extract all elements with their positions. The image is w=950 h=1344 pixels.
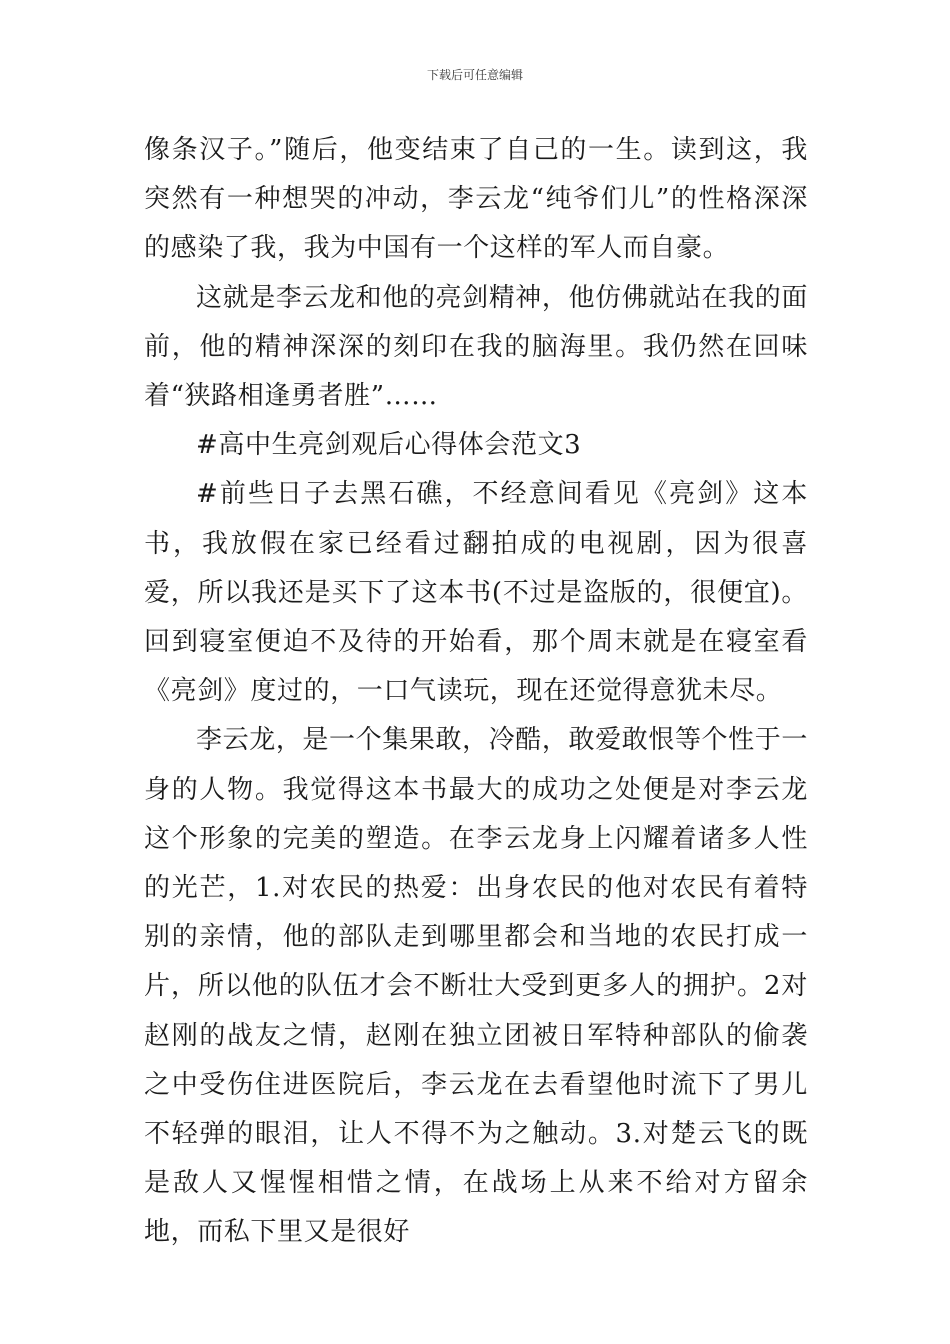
paragraph: 像条汉子。”随后，他变结束了自己的一生。读到这，我突然有一种想哭的冲动，李云龙“纯爷们儿”的性格深深的感染了我，我为中国有一个这样的军人而自豪。 bbox=[144, 135, 808, 264]
paragraph: 李云龙，是一个集果敢，冷酷，敢爱敢恨等个性于一身的人物。我觉得这本书最大的成功之处便是对李云龙这个形象的完美的塑造。在李云龙身上闪耀着诸多人性的光芒，1.对农民的热爱：出身农民的他对农民有着特别的亲情，他的部队走到哪里都会和当地的农民打成一片，所以他的队伍才会不断壮大受到更多人的拥护。2对赵刚的战友之情，赵刚在独立团被日军特种部队的偷袭之中受伤住进医院后，李云龙在去看望他时流下了男儿不轻弹的眼泪，让人不得不为之触动。3.对楚云飞的既是敌人又惺惺相惜之情，在战场上从来不给对方留余地，而私下里又是很好 bbox=[144, 725, 808, 1248]
section-heading: #高中生亮剑观后心得体会范文3 bbox=[196, 430, 582, 461]
paragraph: 这就是李云龙和他的亮剑精神，他仿佛就站在我的面前，他的精神深深的刻印在我的脑海里。我仍然在回味着“狭路相逢勇者胜”…… bbox=[144, 282, 808, 412]
page-header: 下载后可任意编辑 bbox=[426, 68, 523, 82]
paragraph: #前些日子去黑石礁，不经意间看见《亮剑》这本书，我放假在家已经看过翻拍成的电视剧，因为很喜爱，所以我还是买下了这本书(不过是盗版的，很便宜)。回到寝室便迫不及待的开始看，那个周末就是在寝室看《亮剑》度过的，一口气读玩，现在还觉得意犹未尽。 bbox=[144, 479, 808, 707]
document-body bbox=[144, 126, 808, 1258]
